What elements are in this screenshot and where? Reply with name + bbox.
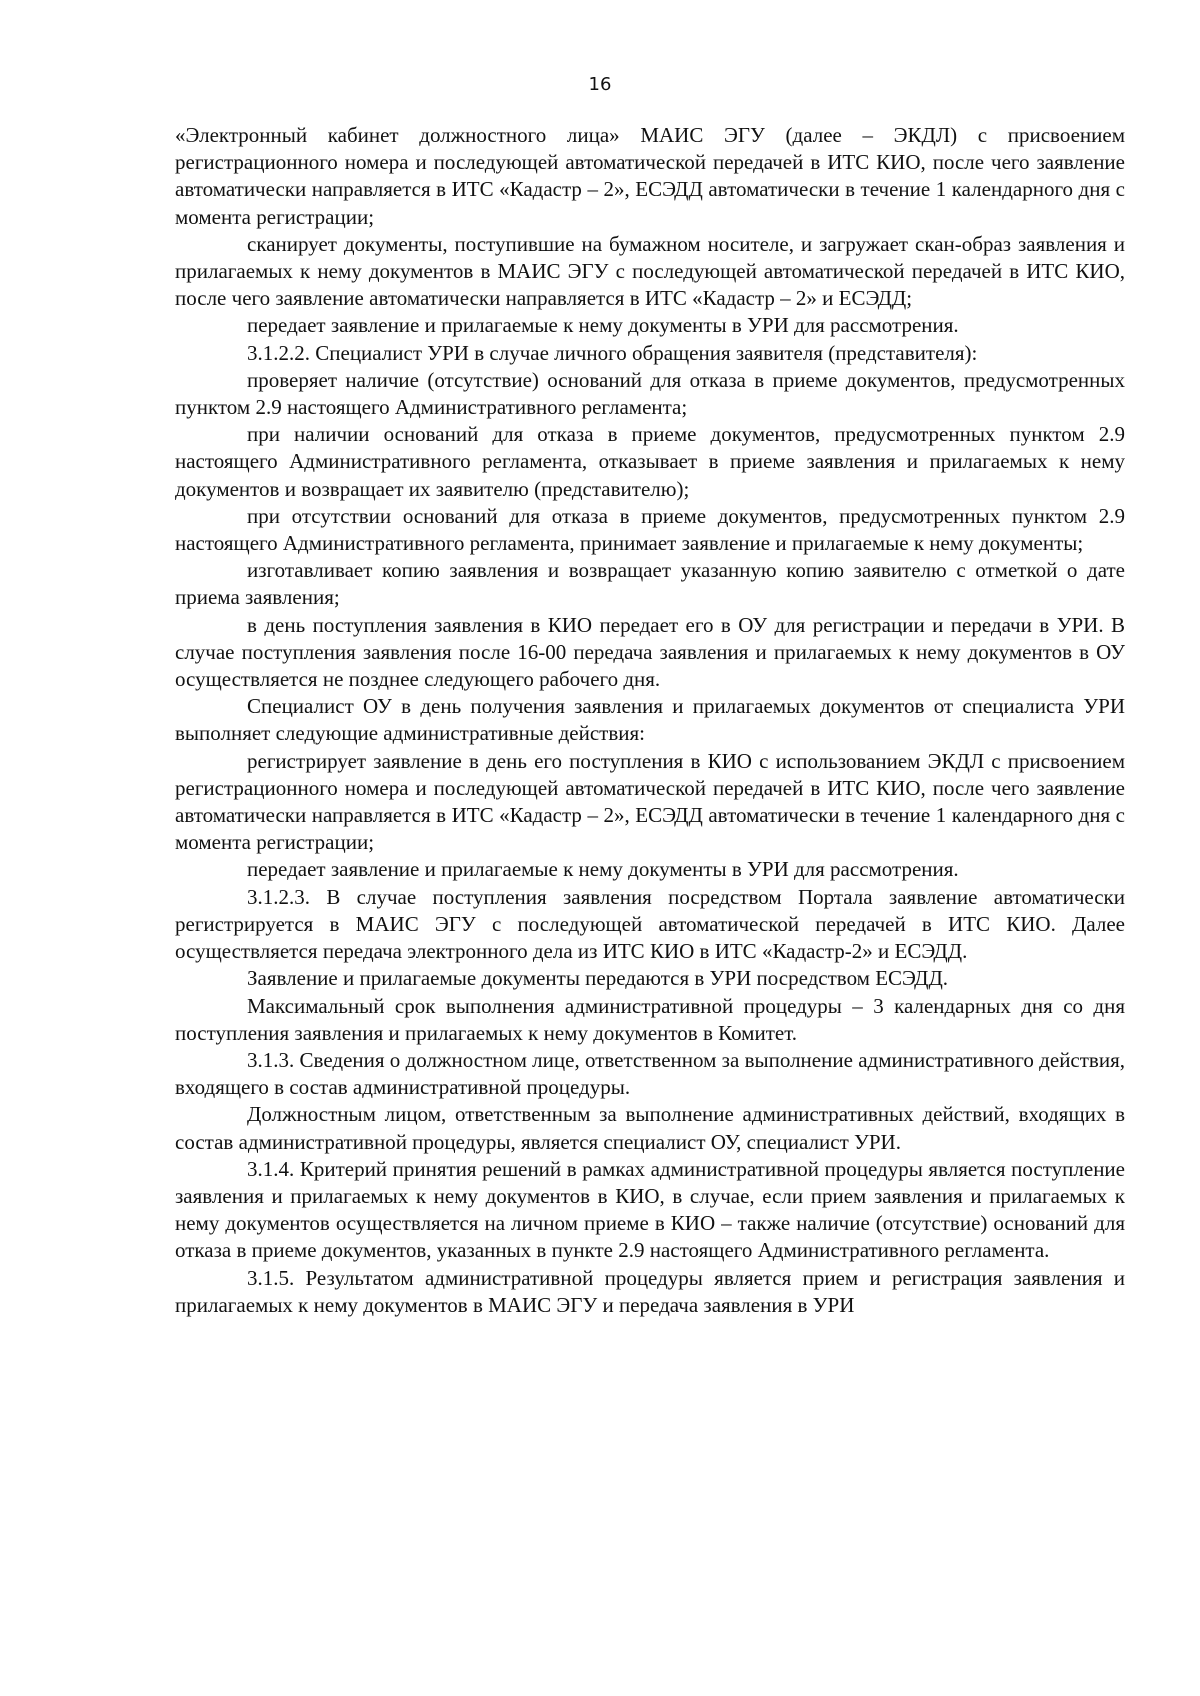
paragraph: Должностным лицом, ответственным за выполнение административных действий, входящих в состав административной процедуры, является специалист ОУ, специалист УРИ. [175, 1102, 1125, 1154]
paragraph: регистрирует заявление в день его поступления в КИО с использованием ЭКДЛ с присвоением регистрационного номера и последующей автоматической передачей в ИТС КИО, после чего заявление автоматически направляется в ИТС «Кадастр – 2», ЕСЭДД автоматически в течение 1 календарного дня с момента регистрации; [175, 748, 1125, 855]
paragraph: 3.1.3. Сведения о должностном лице, ответственном за выполнение административного действия, входящего в состав административной процедуры. [175, 1047, 1125, 1100]
paragraph: Максимальный срок выполнения административной процедуры – 3 календарных дня со дня поступления заявления и прилагаемых к нему документов в Комитет. [175, 993, 1125, 1045]
paragraph: 3.1.4. Критерий принятия решений в рамках административной процедуры является поступление заявления и прилагаемых к нему документов в КИО, в случае, если прием заявления и прилагаемых к нему документов осуществляется на личном приеме в КИО – также наличие (отсутствие) оснований для отказа в приеме документов, указанных в пункте 2.9 настоящего Административного регламента. [175, 1156, 1125, 1263]
paragraph: при наличии оснований для отказа в приеме документов, предусмотренных пунктом 2.9 настоящего Административного регламента, отказывает в приеме заявления и прилагаемых к нему документов и возвращает их заявителю (представителю); [175, 422, 1125, 501]
paragraph: 3.1.2.2. Специалист УРИ в случае личного обращения заявителя (представителя): [247, 340, 978, 365]
paragraph: при отсутствии оснований для отказа в приеме документов, предусмотренных пунктом 2.9 настоящего Административного регламента, принимает заявление и прилагаемые к нему документы; [175, 503, 1125, 556]
paragraph: «Электронный кабинет должностного лица» МАИС ЭГУ (далее – ЭКДЛ) с присвоением регистрационного номера и последующей автоматической передачей в ИТС КИО, после чего заявление автоматически направляется в ИТС «Кадастр – 2», ЕСЭДД автоматически в течение 1 календарного дня с момента регистрации; [175, 123, 1125, 229]
paragraph: 3.1.5. Результатом административной процедуры является прием и регистрация заявления и прилагаемых к нему документов в МАИС ЭГУ и передача заявления в УРИ [175, 1265, 1125, 1317]
paragraph: передает заявление и прилагаемые к нему документы в УРИ для рассмотрения. [247, 857, 959, 882]
paragraph: сканирует документы, поступившие на бумажном носителе, и загружает скан-образ заявления и прилагаемых к нему документов в МАИС ЭГУ с последующей автоматической передачей в ИТС КИО, после чего заявление автоматически направляется в ИТС «Кадастр – 2» и ЕСЭДД; [175, 231, 1125, 311]
paragraph: 3.1.2.3. В случае поступления заявления посредством Портала заявление автоматически регистрируется в МАИС ЭГУ с последующей автоматической передачей в ИТС КИО. Далее осуществляется передача электронного дела из ИТС КИО в ИТС «Кадастр-2» и ЕСЭДД. [175, 884, 1125, 964]
page-number: 16 [588, 74, 612, 95]
paragraph: изготавливает копию заявления и возвращает указанную копию заявителю с отметкой о дате приема заявления; [175, 558, 1125, 610]
paragraph: Заявление и прилагаемые документы передаются в УРИ посредством ЕСЭДД. [247, 966, 949, 991]
paragraph: проверяет наличие (отсутствие) оснований для отказа в приеме документов, предусмотренных пунктом 2.9 настоящего Административного регламента; [175, 367, 1125, 420]
paragraph: передает заявление и прилагаемые к нему документы в УРИ для рассмотрения. [247, 313, 959, 338]
paragraph: в день поступления заявления в КИО передает его в ОУ для регистрации и передачи в УРИ. В случае поступления заявления после 16-00 передача заявления и прилагаемых к нему документов в ОУ осуществляется не позднее следующего рабочего дня. [175, 612, 1125, 692]
paragraph: Специалист ОУ в день получения заявления и прилагаемых документов от специалиста УРИ выполняет следующие административные действия: [175, 694, 1125, 746]
document-body [175, 122, 1125, 1319]
